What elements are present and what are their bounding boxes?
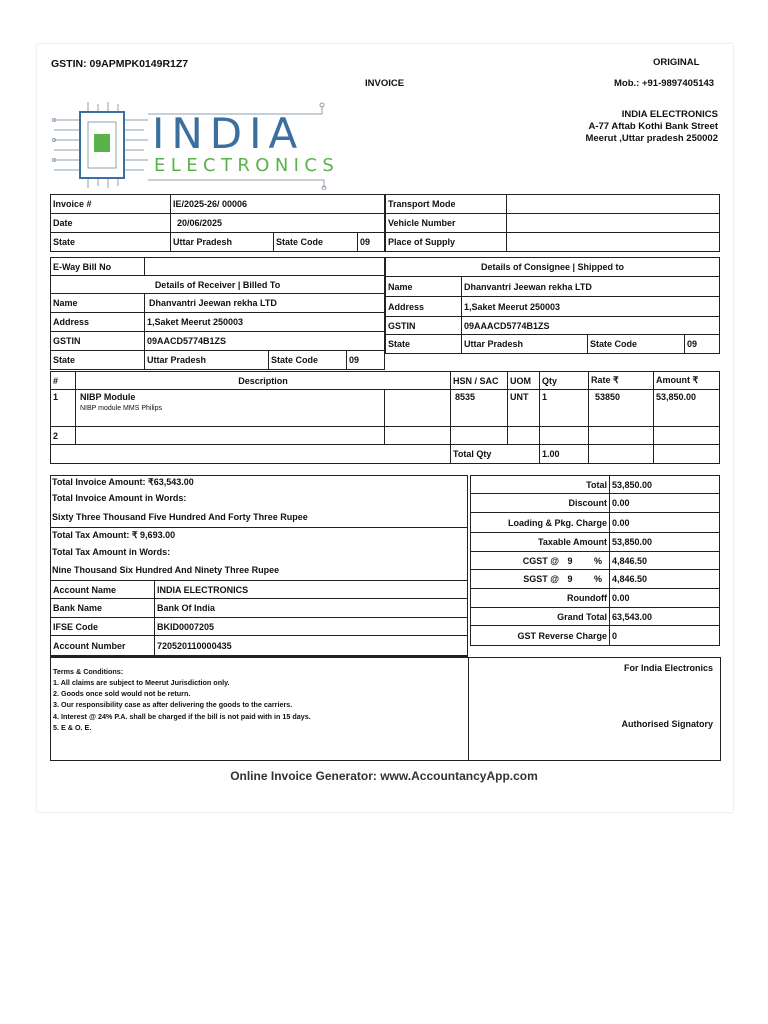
table-row xyxy=(51,390,720,427)
grand-total-value: 63,543.00 xyxy=(610,608,720,626)
sgst-rate: 9 xyxy=(567,574,573,584)
for-company-label: For India Electronics xyxy=(623,663,713,673)
total-qty-value: 1.00 xyxy=(540,445,589,464)
col-description-header: Description xyxy=(76,372,451,390)
state-code-label: State Code xyxy=(274,233,358,252)
sgst-percent: % xyxy=(594,574,603,584)
item-extra-cell xyxy=(385,390,451,427)
bank-name-value: Bank Of India xyxy=(155,599,468,618)
terms-line-1: 1. All claims are subject to Meerut Jurisdiction only. xyxy=(53,678,230,687)
totals-right-table xyxy=(470,475,720,646)
logo-word-electronics: ELECTRONICS xyxy=(154,155,340,176)
place-of-supply-value xyxy=(507,233,720,252)
consignee-state-code-label: State Code xyxy=(588,335,685,354)
consignee-gstin-value: 09AAACD5774B1ZS xyxy=(462,317,720,335)
item-rate: 53850 xyxy=(589,390,654,427)
state-value: Uttar Pradesh xyxy=(171,233,274,252)
consignee-address-value: 1,Saket Meerut 250003 xyxy=(462,297,720,317)
receiver-state-code-label: State Code xyxy=(269,351,347,370)
item-amount: 53,850.00 xyxy=(654,390,720,427)
receiver-state-value: Uttar Pradesh xyxy=(145,351,269,370)
roundoff-label: Roundoff xyxy=(471,589,610,608)
divider xyxy=(50,527,467,528)
vehicle-number-value xyxy=(507,214,720,233)
logo-word-india: INDIA xyxy=(152,109,305,158)
gst-reverse-charge-value: 0 xyxy=(610,626,720,646)
item-number: 1 xyxy=(51,390,76,427)
terms-line-4: 4. Interest @ 24% P.A. shall be charged if the bill is not paid with in 15 days. xyxy=(53,712,311,721)
gstin-header: GSTIN: 09APMPK0149R1Z7 xyxy=(51,58,189,70)
items-table xyxy=(50,371,720,464)
taxable-amount-label: Taxable Amount xyxy=(471,533,610,552)
receiver-state-code-value: 09 xyxy=(347,351,385,370)
col-uom-header: UOM xyxy=(508,372,540,390)
date-value: 20/06/2025 xyxy=(171,214,385,233)
item-description-cell xyxy=(76,390,385,427)
total-label: Total xyxy=(471,476,610,494)
terms-line-2: 2. Goods once sold would not be return. xyxy=(53,689,191,698)
receiver-gstin-label: GSTIN xyxy=(51,332,145,351)
company-address-2: Meerut ,Uttar pradesh 250002 xyxy=(585,133,718,144)
date-label: Date xyxy=(51,214,171,233)
item-subdescription: NIBP module MMS Philips xyxy=(80,405,162,412)
cgst-value: 4,846.50 xyxy=(610,552,720,570)
item-number: 2 xyxy=(51,427,76,445)
terms-line-5: 5. E & O. E. xyxy=(53,723,92,732)
cgst-label-cell xyxy=(471,552,610,570)
taxable-amount-value: 53,850.00 xyxy=(610,533,720,552)
transport-mode-label: Transport Mode xyxy=(386,195,507,214)
total-value: 53,850.00 xyxy=(610,476,720,494)
amount-in-words: Sixty Three Thousand Five Hundred And Forty Three Rupee xyxy=(52,512,308,522)
state-label: State xyxy=(51,233,171,252)
receiver-heading: Details of Receiver | Billed To xyxy=(51,276,385,294)
consignee-name-label: Name xyxy=(386,277,462,297)
account-number-value: 720520110000435 xyxy=(155,636,468,656)
vehicle-number-label: Vehicle Number xyxy=(386,214,507,233)
transport-mode-value xyxy=(507,195,720,214)
place-of-supply-label: Place of Supply xyxy=(386,233,507,252)
transport-info-table xyxy=(385,194,720,252)
state-code-value: 09 xyxy=(358,233,385,252)
grand-total-label: Grand Total xyxy=(471,608,610,626)
consignee-state-code-value: 09 xyxy=(685,335,720,354)
company-name: INDIA ELECTRONICS xyxy=(621,109,718,120)
original-label: ORIGINAL xyxy=(653,57,700,68)
consignee-state-value: Uttar Pradesh xyxy=(462,335,588,354)
consignee-name-value: Dhanvantri Jeewan rekha LTD xyxy=(462,277,720,297)
col-hsn-header: HSN / SAC xyxy=(451,372,508,390)
item-qty: 1 xyxy=(540,390,589,427)
account-name-value: INDIA ELECTRONICS xyxy=(155,581,468,599)
sgst-value: 4,846.50 xyxy=(610,570,720,589)
col-rate-header: Rate ₹ xyxy=(589,372,654,390)
roundoff-value: 0.00 xyxy=(610,589,720,608)
col-amount-header: Amount ₹ xyxy=(654,372,720,390)
account-number-label: Account Number xyxy=(51,636,155,656)
tax-in-words: Nine Thousand Six Hundred And Ninety Three Rupee xyxy=(52,565,280,575)
sgst-label-cell xyxy=(471,570,610,589)
cgst-percent: % xyxy=(594,555,603,566)
eway-bill-value xyxy=(145,258,385,276)
invoice-number-value: IE/2025-26/ 00006 xyxy=(171,195,385,214)
discount-label: Discount xyxy=(471,494,610,513)
company-logo xyxy=(52,100,340,190)
item-hsn: 8535 xyxy=(451,390,508,427)
authorised-signatory-label: Authorised Signatory xyxy=(621,719,713,729)
receiver-table xyxy=(50,257,385,370)
receiver-name-value: Dhanvantri Jeewan rekha LTD xyxy=(145,294,385,313)
generator-footer: Online Invoice Generator: www.AccountancyApp.com xyxy=(230,769,538,783)
col-number-header: # xyxy=(51,372,76,390)
consignee-gstin-label: GSTIN xyxy=(386,317,462,335)
consignee-address-label: Address xyxy=(386,297,462,317)
consignee-table xyxy=(385,257,720,354)
receiver-address-label: Address xyxy=(51,313,145,332)
amount-in-words-label: Total Invoice Amount in Words: xyxy=(52,493,187,503)
account-name-label: Account Name xyxy=(51,581,155,599)
eway-bill-label: E-Way Bill No xyxy=(51,258,145,276)
total-tax-amount: Total Tax Amount: ₹ 9,693.00 xyxy=(52,530,176,540)
invoice-number-label: Invoice # xyxy=(51,195,171,214)
receiver-gstin-value: 09AACD5774B1ZS xyxy=(145,332,385,351)
cgst-rate: 9 xyxy=(567,555,573,566)
item-uom: UNT xyxy=(508,390,540,427)
mobile-number: Mob.: +91-9897405143 xyxy=(614,78,715,89)
ifsc-code-label: IFSE Code xyxy=(51,618,155,636)
gst-reverse-charge-label: GST Reverse Charge xyxy=(471,626,610,646)
table-row xyxy=(51,427,720,445)
invoice-title: INVOICE xyxy=(365,78,405,89)
invoice-info-table xyxy=(50,194,385,252)
loading-charge-label: Loading & Pkg. Charge xyxy=(471,513,610,533)
bank-details-table xyxy=(50,580,468,656)
receiver-name-label: Name xyxy=(51,294,145,313)
company-address-1: A-77 Aftab Kothi Bank Street xyxy=(588,121,718,132)
bank-name-label: Bank Name xyxy=(51,599,155,618)
tax-in-words-label: Total Tax Amount in Words: xyxy=(52,547,171,557)
discount-value: 0.00 xyxy=(610,494,720,513)
receiver-address-value: 1,Saket Meerut 250003 xyxy=(145,313,385,332)
total-qty-label: Total Qty xyxy=(451,445,540,464)
loading-charge-value: 0.00 xyxy=(610,513,720,533)
sgst-label: SGST @ xyxy=(523,574,559,584)
total-invoice-amount: Total Invoice Amount: ₹63,543.00 xyxy=(52,477,194,487)
col-qty-header: Qty xyxy=(540,372,589,390)
terms-line-3: 3. Our responsibility case as after delivering the goods to the carriers. xyxy=(53,700,293,709)
ifsc-code-value: BKID0007205 xyxy=(155,618,468,636)
consignee-state-label: State xyxy=(386,335,462,354)
consignee-heading: Details of Consignee | Shipped to xyxy=(386,258,720,277)
item-name: NIBP Module xyxy=(80,392,136,402)
terms-title: Terms & Conditions: xyxy=(53,667,124,676)
receiver-state-label: State xyxy=(51,351,145,370)
cgst-label: CGST @ xyxy=(522,555,559,566)
